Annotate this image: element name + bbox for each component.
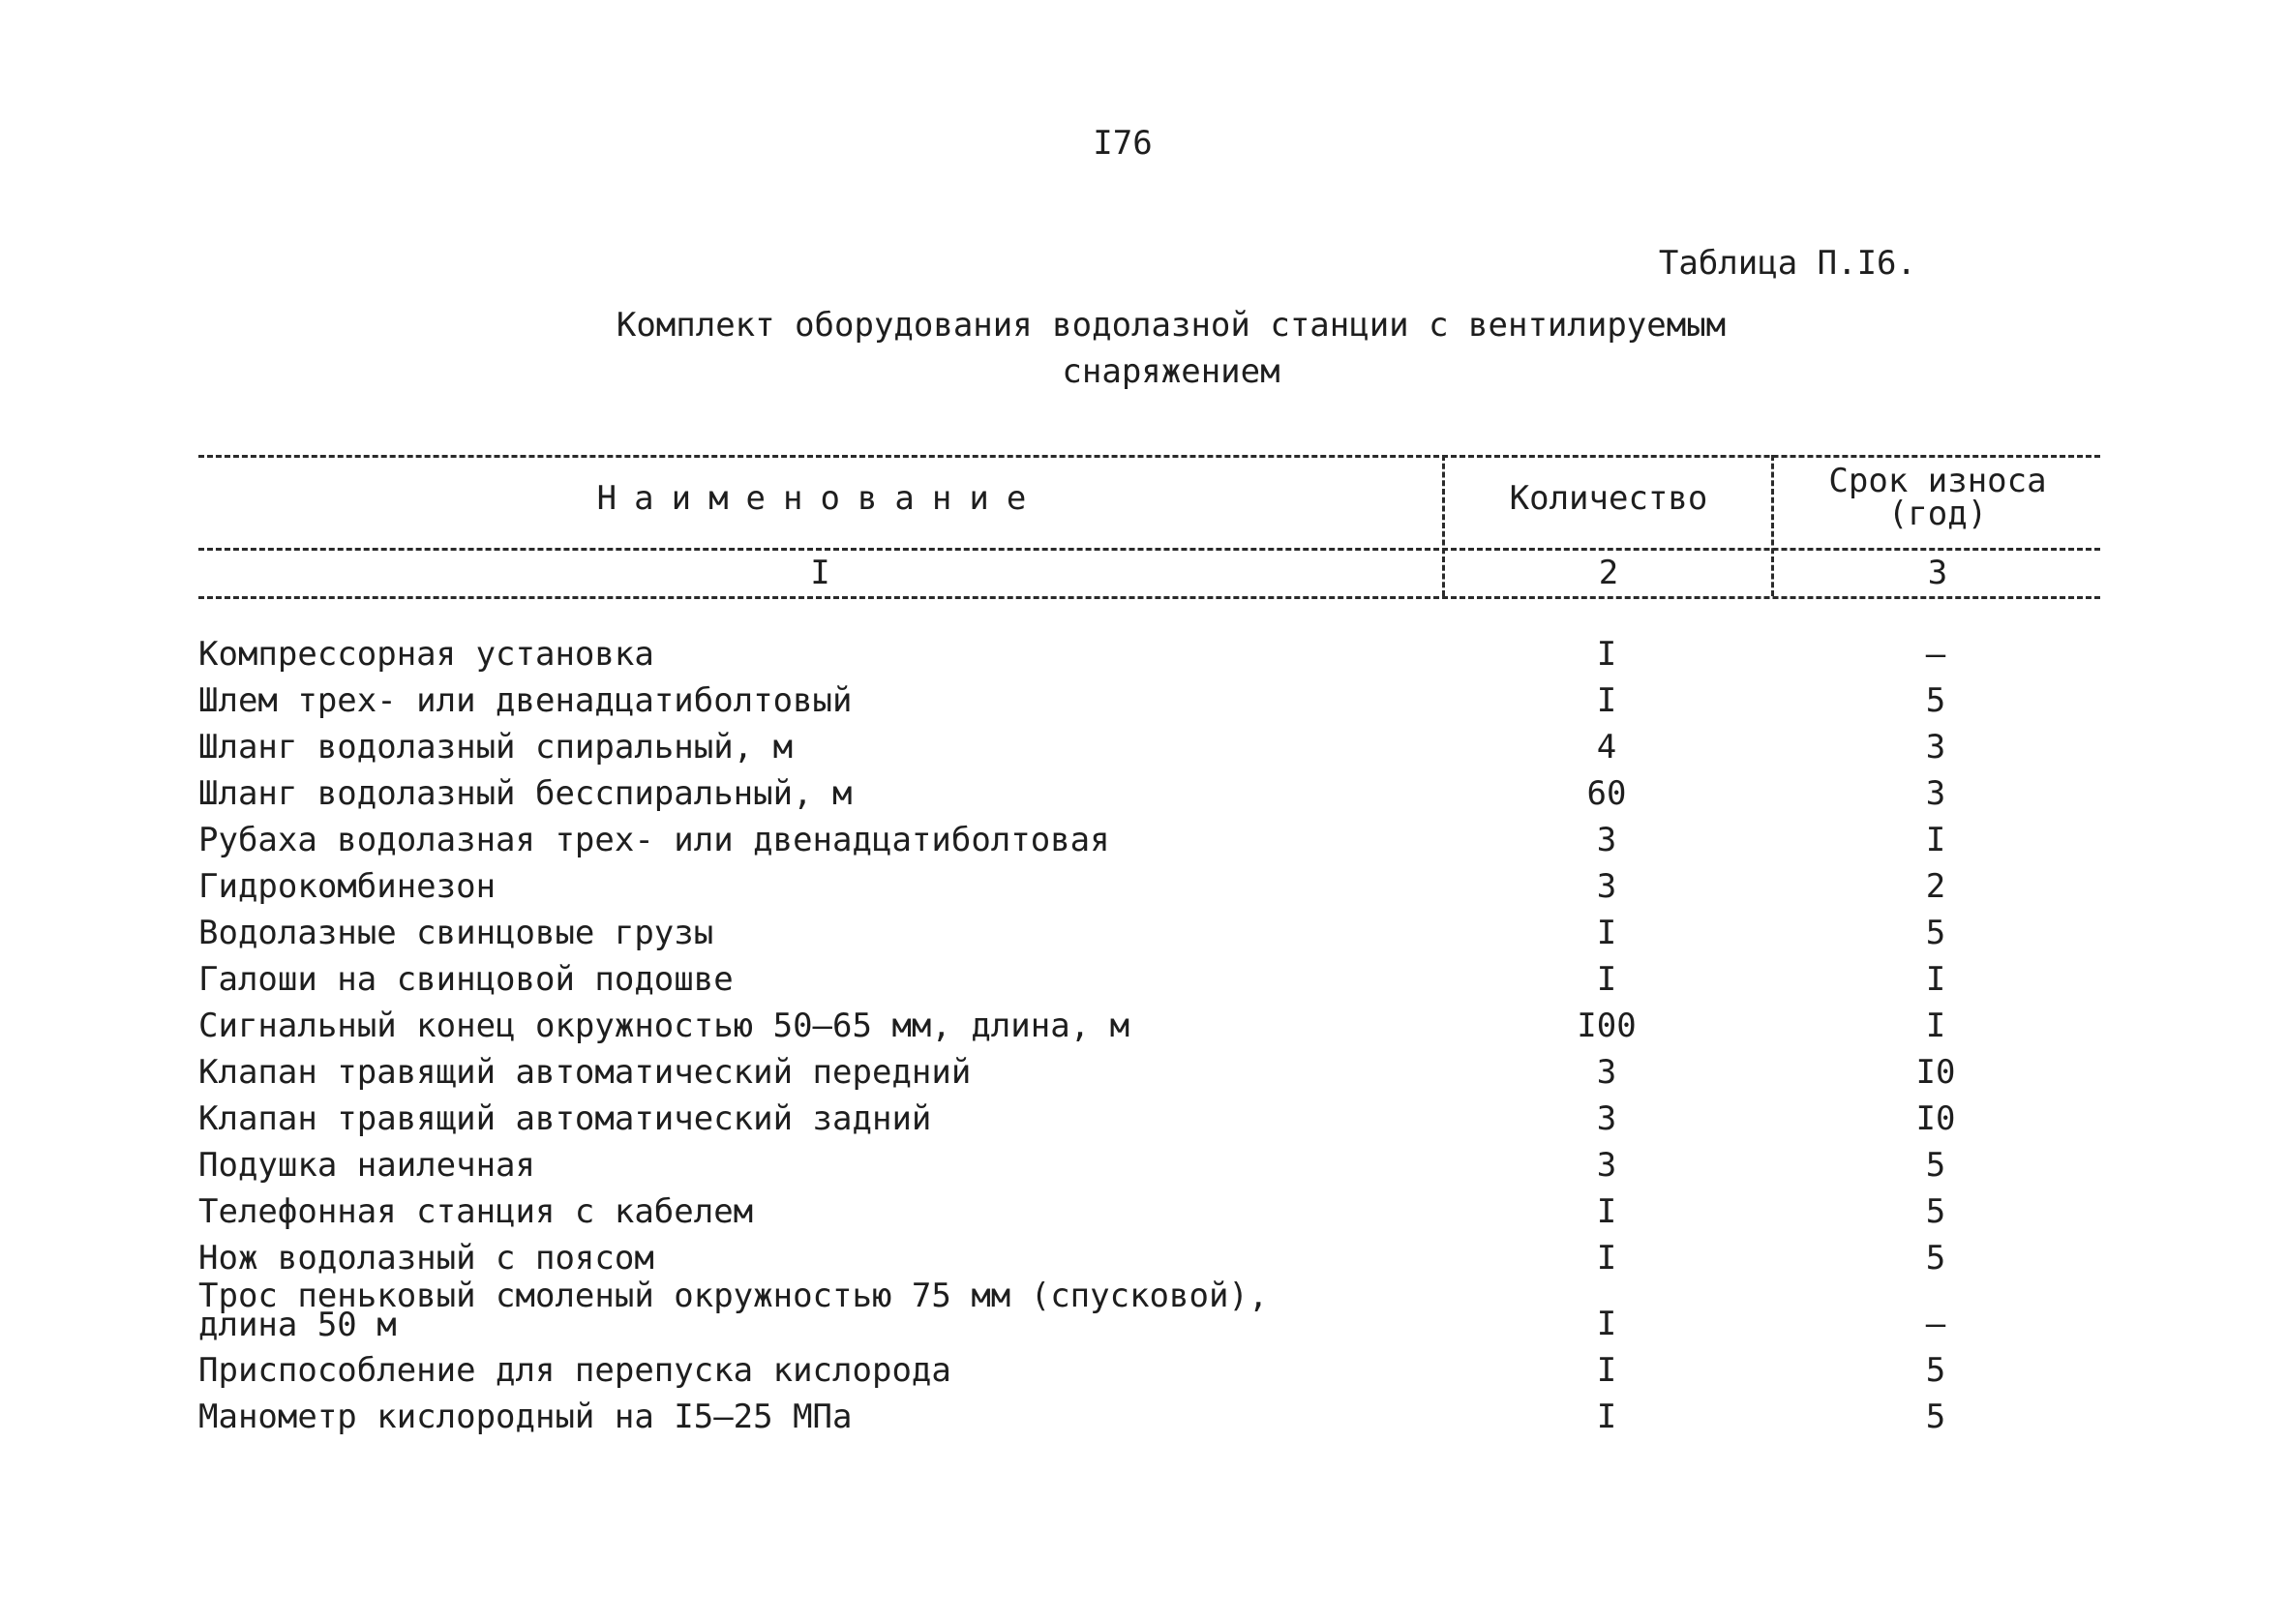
table-row bbox=[198, 631, 2100, 677]
table-label: Таблица П.I6. bbox=[1658, 244, 1916, 283]
item-wear-period: 5 bbox=[1925, 1351, 1946, 1390]
item-quantity: I bbox=[1596, 960, 1617, 999]
item-quantity: 3 bbox=[1596, 867, 1617, 906]
table-row bbox=[198, 956, 2100, 1003]
table-row bbox=[198, 817, 2100, 863]
table-row bbox=[198, 770, 2100, 817]
item-quantity: I bbox=[1596, 1305, 1617, 1343]
item-quantity: 60 bbox=[1586, 774, 1627, 813]
item-wear-period: 2 bbox=[1925, 867, 1946, 906]
table-row bbox=[198, 1049, 2100, 1096]
item-quantity: 3 bbox=[1596, 821, 1617, 859]
item-quantity: 3 bbox=[1596, 1053, 1617, 1092]
item-quantity: I bbox=[1596, 1239, 1617, 1278]
item-name: Шлем трех- или двенадцатиболтовый bbox=[198, 681, 853, 720]
table-row bbox=[198, 910, 2100, 956]
item-wear-period: 5 bbox=[1925, 1146, 1946, 1185]
table-body bbox=[198, 631, 2100, 1440]
item-name: Трос пеньковый смоленый окружностью 75 мм (спусковой), длина 50 м bbox=[198, 1277, 1269, 1344]
table-row bbox=[198, 1235, 2100, 1281]
table-row bbox=[198, 677, 2100, 724]
header-quantity: Количество bbox=[1509, 479, 1708, 518]
item-name: Водолазные свинцовые грузы bbox=[198, 914, 714, 952]
header-wear-period bbox=[1773, 462, 2102, 533]
item-name: Шланг водолазный спиральный, м bbox=[198, 728, 794, 767]
table-row bbox=[198, 1003, 2100, 1049]
table-title-line-2: снаряжением bbox=[1062, 352, 1280, 391]
item-wear-period: 5 bbox=[1925, 914, 1946, 952]
header-wear-line-2: (год) bbox=[1887, 495, 1988, 533]
item-quantity: I bbox=[1596, 914, 1617, 952]
item-quantity: I bbox=[1596, 635, 1617, 674]
item-quantity: 4 bbox=[1596, 728, 1617, 767]
table-row bbox=[198, 1394, 2100, 1440]
column-number-1: I bbox=[810, 554, 830, 592]
item-wear-period: I bbox=[1925, 1007, 1946, 1045]
item-name: Подушка наилечная bbox=[198, 1146, 535, 1185]
item-name: Сигнальный конец окружностью 50–65 мм, длина, м bbox=[198, 1007, 1130, 1045]
page-number: I76 bbox=[1093, 124, 1153, 163]
table-row bbox=[198, 1277, 2100, 1347]
item-name: Клапан травящий автоматический передний bbox=[198, 1053, 972, 1092]
item-name: Приспособление для перепуска кислорода bbox=[198, 1351, 951, 1390]
table-row bbox=[198, 1096, 2100, 1142]
table-row bbox=[198, 863, 2100, 910]
table-row bbox=[198, 1347, 2100, 1394]
item-name: Шланг водолазный бесспиральный, м bbox=[198, 774, 853, 813]
item-wear-period: I0 bbox=[1915, 1099, 1956, 1138]
item-wear-period: 3 bbox=[1925, 774, 1946, 813]
table-row bbox=[198, 1188, 2100, 1235]
item-name: Телефонная станция с кабелем bbox=[198, 1192, 754, 1231]
table-row bbox=[198, 724, 2100, 770]
column-number-3: 3 bbox=[1927, 554, 1948, 592]
item-quantity: I bbox=[1596, 1398, 1617, 1436]
item-name: Манометр кислородный на I5–25 МПа bbox=[198, 1398, 853, 1436]
item-wear-period: I bbox=[1925, 960, 1946, 999]
item-quantity: I bbox=[1596, 1351, 1617, 1390]
table-title bbox=[542, 302, 1800, 395]
item-name: Рубаха водолазная трех- или двенадцатиболтовая bbox=[198, 821, 1110, 859]
item-name: Галоши на свинцовой подошве bbox=[198, 960, 734, 999]
item-wear-period: 5 bbox=[1925, 1192, 1946, 1231]
table-top-rule bbox=[198, 455, 2100, 458]
column-number-2: 2 bbox=[1598, 554, 1619, 592]
table-row bbox=[198, 1142, 2100, 1188]
header-bottom-rule bbox=[198, 548, 2100, 551]
column-numbers-bottom-rule bbox=[198, 596, 2100, 599]
item-quantity: I00 bbox=[1577, 1007, 1637, 1045]
item-wear-period: I bbox=[1925, 821, 1946, 859]
item-wear-period: 5 bbox=[1925, 681, 1946, 720]
item-quantity: I bbox=[1596, 1192, 1617, 1231]
item-quantity: 3 bbox=[1596, 1099, 1617, 1138]
table-title-line-1: Комплект оборудования водолазной станции с вентилируемым bbox=[616, 306, 1727, 345]
item-wear-period: – bbox=[1925, 635, 1946, 674]
header-wear-line-1: Срок износа bbox=[1828, 462, 2047, 500]
item-name: Клапан травящий автоматический задний bbox=[198, 1099, 932, 1138]
item-wear-period: 5 bbox=[1925, 1398, 1946, 1436]
item-wear-period: 3 bbox=[1925, 728, 1946, 767]
item-quantity: I bbox=[1596, 681, 1617, 720]
item-wear-period: I0 bbox=[1915, 1053, 1956, 1092]
item-name: Гидрокомбинезон bbox=[198, 867, 497, 906]
item-name: Компрессорная установка bbox=[198, 635, 654, 674]
item-wear-period: – bbox=[1925, 1305, 1946, 1343]
item-wear-period: 5 bbox=[1925, 1239, 1946, 1278]
item-quantity: 3 bbox=[1596, 1146, 1617, 1185]
item-name: Нож водолазный с поясом bbox=[198, 1239, 654, 1278]
header-name: Наименование bbox=[596, 479, 1044, 518]
